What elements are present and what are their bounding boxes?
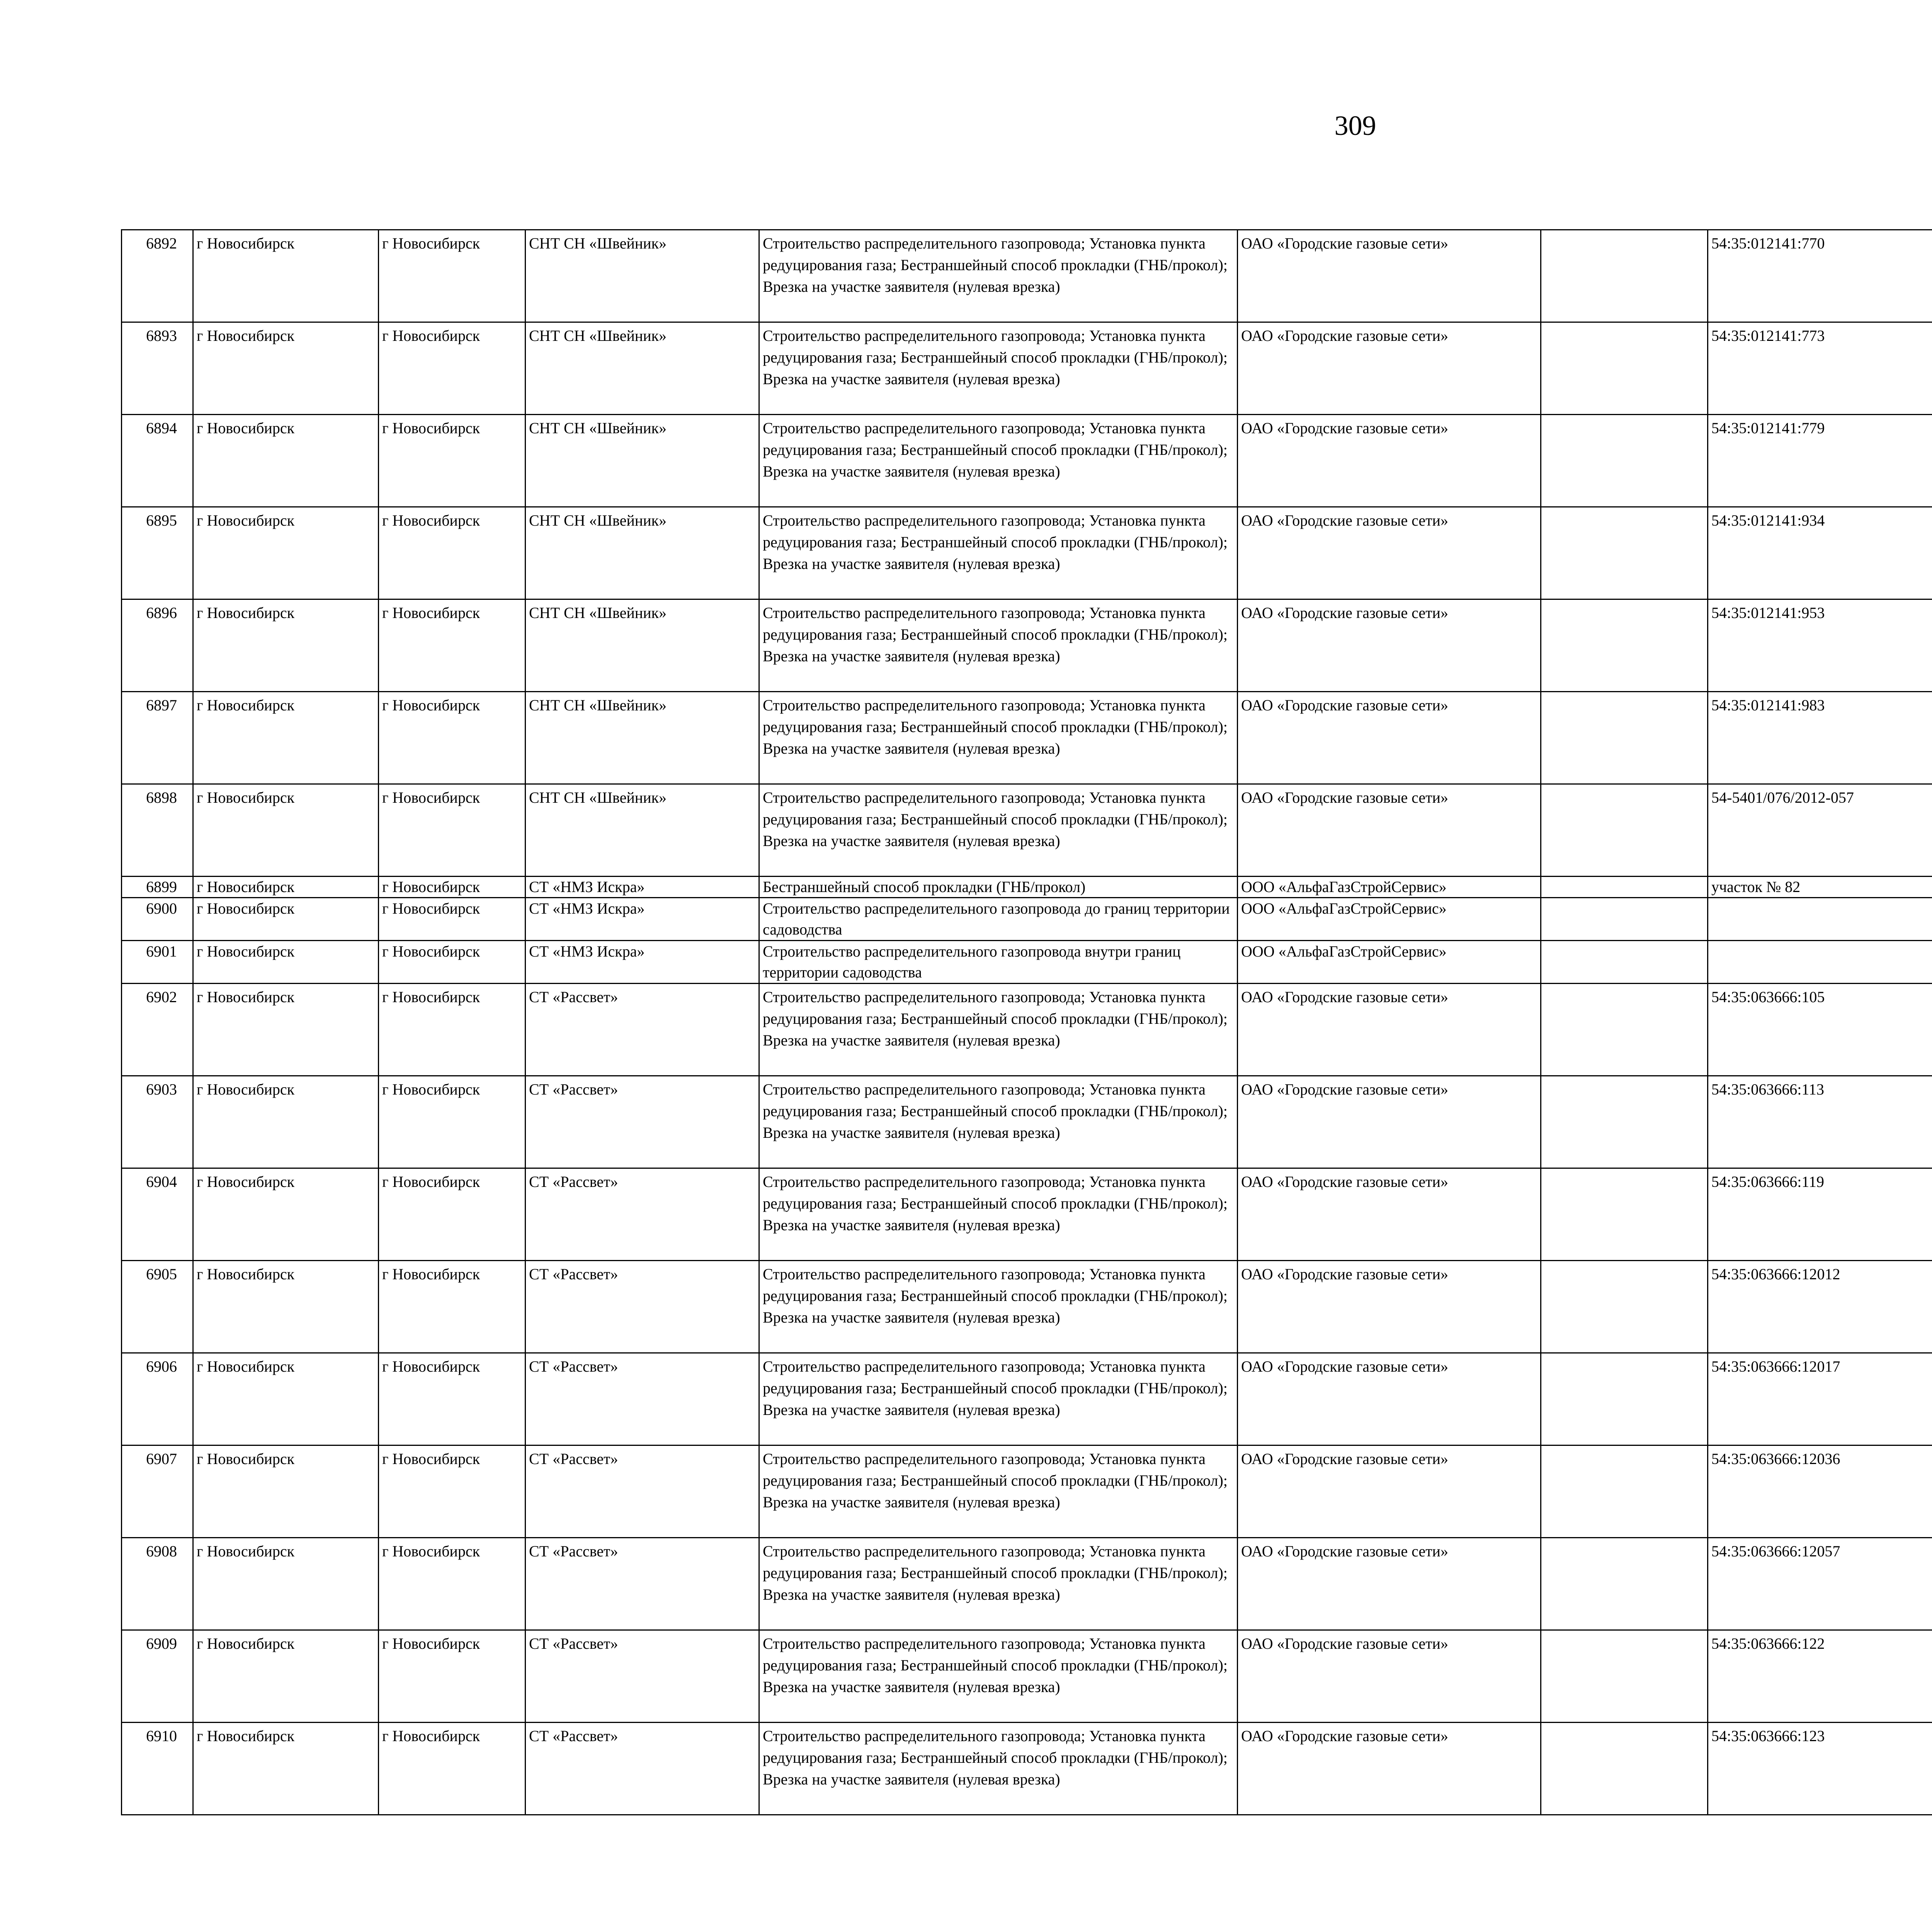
cell-cadastral-number: 54:35:063666:123 bbox=[1708, 1723, 1932, 1815]
cell-garden-partnership: СНТ СН «Швейник» bbox=[526, 507, 759, 599]
cell-district: г Новосибирск bbox=[193, 877, 379, 898]
cell-garden-partnership: СТ «Рассвет» bbox=[526, 1261, 759, 1353]
cell-row-number: 6903 bbox=[122, 1076, 193, 1168]
cell-gas-organization: ООО «АльфаГазСтройСервис» bbox=[1238, 898, 1541, 941]
cell-work-description: Строительство распределительного газопровода; Установка пункта редуцирования газа; Бестраншейный способ прокладки (ГНБ/прокол); Врезка на участке заявителя (нулевая врезка) bbox=[759, 984, 1238, 1076]
cell-settlement: г Новосибирск bbox=[379, 1630, 526, 1723]
table-row bbox=[122, 322, 1932, 415]
table-row bbox=[122, 941, 1932, 984]
cell-row-number: 6900 bbox=[122, 898, 193, 941]
table-row bbox=[122, 230, 1932, 322]
table-row bbox=[122, 415, 1932, 507]
table-row bbox=[122, 1445, 1932, 1538]
cell-garden-partnership: СТ «НМЗ Искра» bbox=[526, 941, 759, 984]
cell-gas-organization: ОАО «Городские газовые сети» bbox=[1238, 415, 1541, 507]
cell-empty bbox=[1541, 1630, 1708, 1723]
cell-gas-organization: ОАО «Городские газовые сети» bbox=[1238, 1630, 1541, 1723]
cell-empty bbox=[1541, 1353, 1708, 1445]
cell-garden-partnership: СТ «НМЗ Искра» bbox=[526, 877, 759, 898]
cell-row-number: 6902 bbox=[122, 984, 193, 1076]
cell-district: г Новосибирск bbox=[193, 941, 379, 984]
cell-settlement: г Новосибирск bbox=[379, 507, 526, 599]
cell-district: г Новосибирск bbox=[193, 415, 379, 507]
cell-row-number: 6893 bbox=[122, 322, 193, 415]
cell-garden-partnership: СНТ СН «Швейник» bbox=[526, 784, 759, 877]
cell-district: г Новосибирск bbox=[193, 599, 379, 692]
cell-work-description: Строительство распределительного газопровода; Установка пункта редуцирования газа; Бестраншейный способ прокладки (ГНБ/прокол); Врезка на участке заявителя (нулевая врезка) bbox=[759, 1076, 1238, 1168]
cell-garden-partnership: СНТ СН «Швейник» bbox=[526, 415, 759, 507]
cell-row-number: 6910 bbox=[122, 1723, 193, 1815]
cell-district: г Новосибирск bbox=[193, 322, 379, 415]
cell-row-number: 6909 bbox=[122, 1630, 193, 1723]
cell-row-number: 6894 bbox=[122, 415, 193, 507]
cell-settlement: г Новосибирск bbox=[379, 1076, 526, 1168]
table-row bbox=[122, 1076, 1932, 1168]
cell-cadastral-number: 54:35:063666:12017 bbox=[1708, 1353, 1932, 1445]
cell-district: г Новосибирск bbox=[193, 984, 379, 1076]
cell-row-number: 6901 bbox=[122, 941, 193, 984]
cell-garden-partnership: СТ «Рассвет» bbox=[526, 1353, 759, 1445]
cell-garden-partnership: СНТ СН «Швейник» bbox=[526, 692, 759, 784]
cell-cadastral-number: 54:35:012141:934 bbox=[1708, 507, 1932, 599]
cell-row-number: 6899 bbox=[122, 877, 193, 898]
cell-work-description: Строительство распределительного газопровода; Установка пункта редуцирования газа; Бестраншейный способ прокладки (ГНБ/прокол); Врезка на участке заявителя (нулевая врезка) bbox=[759, 784, 1238, 877]
cell-settlement: г Новосибирск bbox=[379, 877, 526, 898]
cell-cadastral-number: 54:35:063666:12012 bbox=[1708, 1261, 1932, 1353]
cell-garden-partnership: СТ «НМЗ Искра» bbox=[526, 898, 759, 941]
cell-settlement: г Новосибирск bbox=[379, 898, 526, 941]
gasification-table bbox=[121, 229, 1932, 1815]
cell-settlement: г Новосибирск bbox=[379, 1723, 526, 1815]
cell-garden-partnership: СТ «Рассвет» bbox=[526, 984, 759, 1076]
cell-empty bbox=[1541, 1723, 1708, 1815]
cell-district: г Новосибирск bbox=[193, 1538, 379, 1630]
cell-garden-partnership: СНТ СН «Швейник» bbox=[526, 230, 759, 322]
cell-row-number: 6908 bbox=[122, 1538, 193, 1630]
cell-settlement: г Новосибирск bbox=[379, 941, 526, 984]
cell-cadastral-number: участок № 82 bbox=[1708, 877, 1932, 898]
cell-district: г Новосибирск bbox=[193, 692, 379, 784]
cell-empty bbox=[1541, 898, 1708, 941]
cell-work-description: Строительство распределительного газопровода; Установка пункта редуцирования газа; Бестраншейный способ прокладки (ГНБ/прокол); Врезка на участке заявителя (нулевая врезка) bbox=[759, 230, 1238, 322]
cell-district: г Новосибирск bbox=[193, 1630, 379, 1723]
cell-garden-partnership: СТ «Рассвет» bbox=[526, 1723, 759, 1815]
table-row bbox=[122, 1261, 1932, 1353]
cell-cadastral-number: 54:35:063666:113 bbox=[1708, 1076, 1932, 1168]
cell-empty bbox=[1541, 1076, 1708, 1168]
cell-row-number: 6892 bbox=[122, 230, 193, 322]
cell-work-description: Строительство распределительного газопровода; Установка пункта редуцирования газа; Бестраншейный способ прокладки (ГНБ/прокол); Врезка на участке заявителя (нулевая врезка) bbox=[759, 1538, 1238, 1630]
cell-gas-organization: ООО «АльфаГазСтройСервис» bbox=[1238, 941, 1541, 984]
cell-empty bbox=[1541, 1538, 1708, 1630]
table-row bbox=[122, 784, 1932, 877]
cell-work-description: Строительство распределительного газопровода; Установка пункта редуцирования газа; Бестраншейный способ прокладки (ГНБ/прокол); Врезка на участке заявителя (нулевая врезка) bbox=[759, 322, 1238, 415]
cell-work-description: Строительство распределительного газопровода внутри границ территории садоводства bbox=[759, 941, 1238, 984]
cell-cadastral-number: 54:35:012141:953 bbox=[1708, 599, 1932, 692]
table-row bbox=[122, 877, 1932, 898]
cell-cadastral-number bbox=[1708, 941, 1932, 984]
cell-empty bbox=[1541, 877, 1708, 898]
cell-work-description: Строительство распределительного газопровода; Установка пункта редуцирования газа; Бестраншейный способ прокладки (ГНБ/прокол); Врезка на участке заявителя (нулевая врезка) bbox=[759, 507, 1238, 599]
table-row bbox=[122, 1630, 1932, 1723]
cell-row-number: 6898 bbox=[122, 784, 193, 877]
cell-garden-partnership: СТ «Рассвет» bbox=[526, 1538, 759, 1630]
cell-garden-partnership: СТ «Рассвет» bbox=[526, 1076, 759, 1168]
cell-row-number: 6907 bbox=[122, 1445, 193, 1538]
cell-empty bbox=[1541, 1168, 1708, 1261]
cell-gas-organization: ОАО «Городские газовые сети» bbox=[1238, 692, 1541, 784]
cell-district: г Новосибирск bbox=[193, 507, 379, 599]
table-row bbox=[122, 507, 1932, 599]
cell-district: г Новосибирск bbox=[193, 1445, 379, 1538]
cell-cadastral-number: 54:35:063666:105 bbox=[1708, 984, 1932, 1076]
cell-garden-partnership: СТ «Рассвет» bbox=[526, 1168, 759, 1261]
cell-empty bbox=[1541, 507, 1708, 599]
cell-gas-organization: ОАО «Городские газовые сети» bbox=[1238, 1538, 1541, 1630]
cell-settlement: г Новосибирск bbox=[379, 230, 526, 322]
table-row bbox=[122, 599, 1932, 692]
cell-work-description: Строительство распределительного газопровода; Установка пункта редуцирования газа; Бестраншейный способ прокладки (ГНБ/прокол); Врезка на участке заявителя (нулевая врезка) bbox=[759, 1723, 1238, 1815]
cell-cadastral-number: 54:35:063666:119 bbox=[1708, 1168, 1932, 1261]
cell-settlement: г Новосибирск bbox=[379, 1445, 526, 1538]
cell-empty bbox=[1541, 1445, 1708, 1538]
cell-cadastral-number: 54:35:012141:779 bbox=[1708, 415, 1932, 507]
cell-district: г Новосибирск bbox=[193, 1168, 379, 1261]
cell-row-number: 6906 bbox=[122, 1353, 193, 1445]
cell-gas-organization: ОАО «Городские газовые сети» bbox=[1238, 230, 1541, 322]
cell-empty bbox=[1541, 599, 1708, 692]
cell-garden-partnership: СТ «Рассвет» bbox=[526, 1445, 759, 1538]
cell-empty bbox=[1541, 692, 1708, 784]
cell-garden-partnership: СТ «Рассвет» bbox=[526, 1630, 759, 1723]
cell-cadastral-number: 54:35:012141:773 bbox=[1708, 322, 1932, 415]
cell-settlement: г Новосибирск bbox=[379, 1261, 526, 1353]
cell-work-description: Строительство распределительного газопровода до границ территории садоводства bbox=[759, 898, 1238, 941]
cell-gas-organization: ОАО «Городские газовые сети» bbox=[1238, 1261, 1541, 1353]
cell-cadastral-number: 54:35:012141:983 bbox=[1708, 692, 1932, 784]
cell-gas-organization: ОАО «Городские газовые сети» bbox=[1238, 1353, 1541, 1445]
cell-work-description: Строительство распределительного газопровода; Установка пункта редуцирования газа; Бестраншейный способ прокладки (ГНБ/прокол); Врезка на участке заявителя (нулевая врезка) bbox=[759, 1353, 1238, 1445]
cell-gas-organization: ОАО «Городские газовые сети» bbox=[1238, 507, 1541, 599]
cell-district: г Новосибирск bbox=[193, 1353, 379, 1445]
cell-row-number: 6896 bbox=[122, 599, 193, 692]
table-row bbox=[122, 692, 1932, 784]
cell-district: г Новосибирск bbox=[193, 898, 379, 941]
table-row bbox=[122, 1723, 1932, 1815]
cell-settlement: г Новосибирск bbox=[379, 322, 526, 415]
cell-district: г Новосибирск bbox=[193, 1076, 379, 1168]
cell-cadastral-number bbox=[1708, 898, 1932, 941]
cell-district: г Новосибирск bbox=[193, 1261, 379, 1353]
cell-settlement: г Новосибирск bbox=[379, 1538, 526, 1630]
cell-work-description: Строительство распределительного газопровода; Установка пункта редуцирования газа; Бестраншейный способ прокладки (ГНБ/прокол); Врезка на участке заявителя (нулевая врезка) bbox=[759, 1168, 1238, 1261]
cell-row-number: 6905 bbox=[122, 1261, 193, 1353]
page-number: 309 bbox=[1334, 110, 1376, 141]
table-body bbox=[122, 230, 1932, 1815]
cell-work-description: Строительство распределительного газопровода; Установка пункта редуцирования газа; Бестраншейный способ прокладки (ГНБ/прокол); Врезка на участке заявителя (нулевая врезка) bbox=[759, 1630, 1238, 1723]
cell-row-number: 6897 bbox=[122, 692, 193, 784]
cell-settlement: г Новосибирск bbox=[379, 415, 526, 507]
cell-district: г Новосибирск bbox=[193, 784, 379, 877]
cell-work-description: Строительство распределительного газопровода; Установка пункта редуцирования газа; Бестраншейный способ прокладки (ГНБ/прокол); Врезка на участке заявителя (нулевая врезка) bbox=[759, 1445, 1238, 1538]
table-row bbox=[122, 1353, 1932, 1445]
cell-empty bbox=[1541, 230, 1708, 322]
cell-gas-organization: ОАО «Городские газовые сети» bbox=[1238, 1168, 1541, 1261]
cell-work-description: Строительство распределительного газопровода; Установка пункта редуцирования газа; Бестраншейный способ прокладки (ГНБ/прокол); Врезка на участке заявителя (нулевая врезка) bbox=[759, 415, 1238, 507]
table-row bbox=[122, 1168, 1932, 1261]
cell-settlement: г Новосибирск bbox=[379, 784, 526, 877]
table-row bbox=[122, 1538, 1932, 1630]
cell-district: г Новосибирск bbox=[193, 1723, 379, 1815]
cell-settlement: г Новосибирск bbox=[379, 692, 526, 784]
cell-settlement: г Новосибирск bbox=[379, 984, 526, 1076]
cell-gas-organization: ООО «АльфаГазСтройСервис» bbox=[1238, 877, 1541, 898]
cell-work-description: Строительство распределительного газопровода; Установка пункта редуцирования газа; Бестраншейный способ прокладки (ГНБ/прокол); Врезка на участке заявителя (нулевая врезка) bbox=[759, 692, 1238, 784]
table-row bbox=[122, 898, 1932, 941]
cell-district: г Новосибирск bbox=[193, 230, 379, 322]
cell-settlement: г Новосибирск bbox=[379, 1168, 526, 1261]
cell-gas-organization: ОАО «Городские газовые сети» bbox=[1238, 322, 1541, 415]
cell-settlement: г Новосибирск bbox=[379, 599, 526, 692]
cell-empty bbox=[1541, 322, 1708, 415]
cell-cadastral-number: 54:35:063666:12036 bbox=[1708, 1445, 1932, 1538]
cell-garden-partnership: СНТ СН «Швейник» bbox=[526, 322, 759, 415]
cell-gas-organization: ОАО «Городские газовые сети» bbox=[1238, 1445, 1541, 1538]
cell-empty bbox=[1541, 941, 1708, 984]
cell-work-description: Строительство распределительного газопровода; Установка пункта редуцирования газа; Бестраншейный способ прокладки (ГНБ/прокол); Врезка на участке заявителя (нулевая врезка) bbox=[759, 1261, 1238, 1353]
cell-cadastral-number: 54-5401/076/2012-057 bbox=[1708, 784, 1932, 877]
cell-empty bbox=[1541, 1261, 1708, 1353]
cell-work-description: Строительство распределительного газопровода; Установка пункта редуцирования газа; Бестраншейный способ прокладки (ГНБ/прокол); Врезка на участке заявителя (нулевая врезка) bbox=[759, 599, 1238, 692]
cell-settlement: г Новосибирск bbox=[379, 1353, 526, 1445]
cell-empty bbox=[1541, 784, 1708, 877]
cell-gas-organization: ОАО «Городские газовые сети» bbox=[1238, 1076, 1541, 1168]
cell-empty bbox=[1541, 415, 1708, 507]
cell-gas-organization: ОАО «Городские газовые сети» bbox=[1238, 784, 1541, 877]
cell-row-number: 6904 bbox=[122, 1168, 193, 1261]
cell-gas-organization: ОАО «Городские газовые сети» bbox=[1238, 599, 1541, 692]
cell-cadastral-number: 54:35:063666:12057 bbox=[1708, 1538, 1932, 1630]
cell-gas-organization: ОАО «Городские газовые сети» bbox=[1238, 984, 1541, 1076]
table-row bbox=[122, 984, 1932, 1076]
cell-empty bbox=[1541, 984, 1708, 1076]
cell-cadastral-number: 54:35:063666:122 bbox=[1708, 1630, 1932, 1723]
cell-garden-partnership: СНТ СН «Швейник» bbox=[526, 599, 759, 692]
cell-work-description: Бестраншейный способ прокладки (ГНБ/прокол) bbox=[759, 877, 1238, 898]
cell-cadastral-number: 54:35:012141:770 bbox=[1708, 230, 1932, 322]
cell-gas-organization: ОАО «Городские газовые сети» bbox=[1238, 1723, 1541, 1815]
cell-row-number: 6895 bbox=[122, 507, 193, 599]
